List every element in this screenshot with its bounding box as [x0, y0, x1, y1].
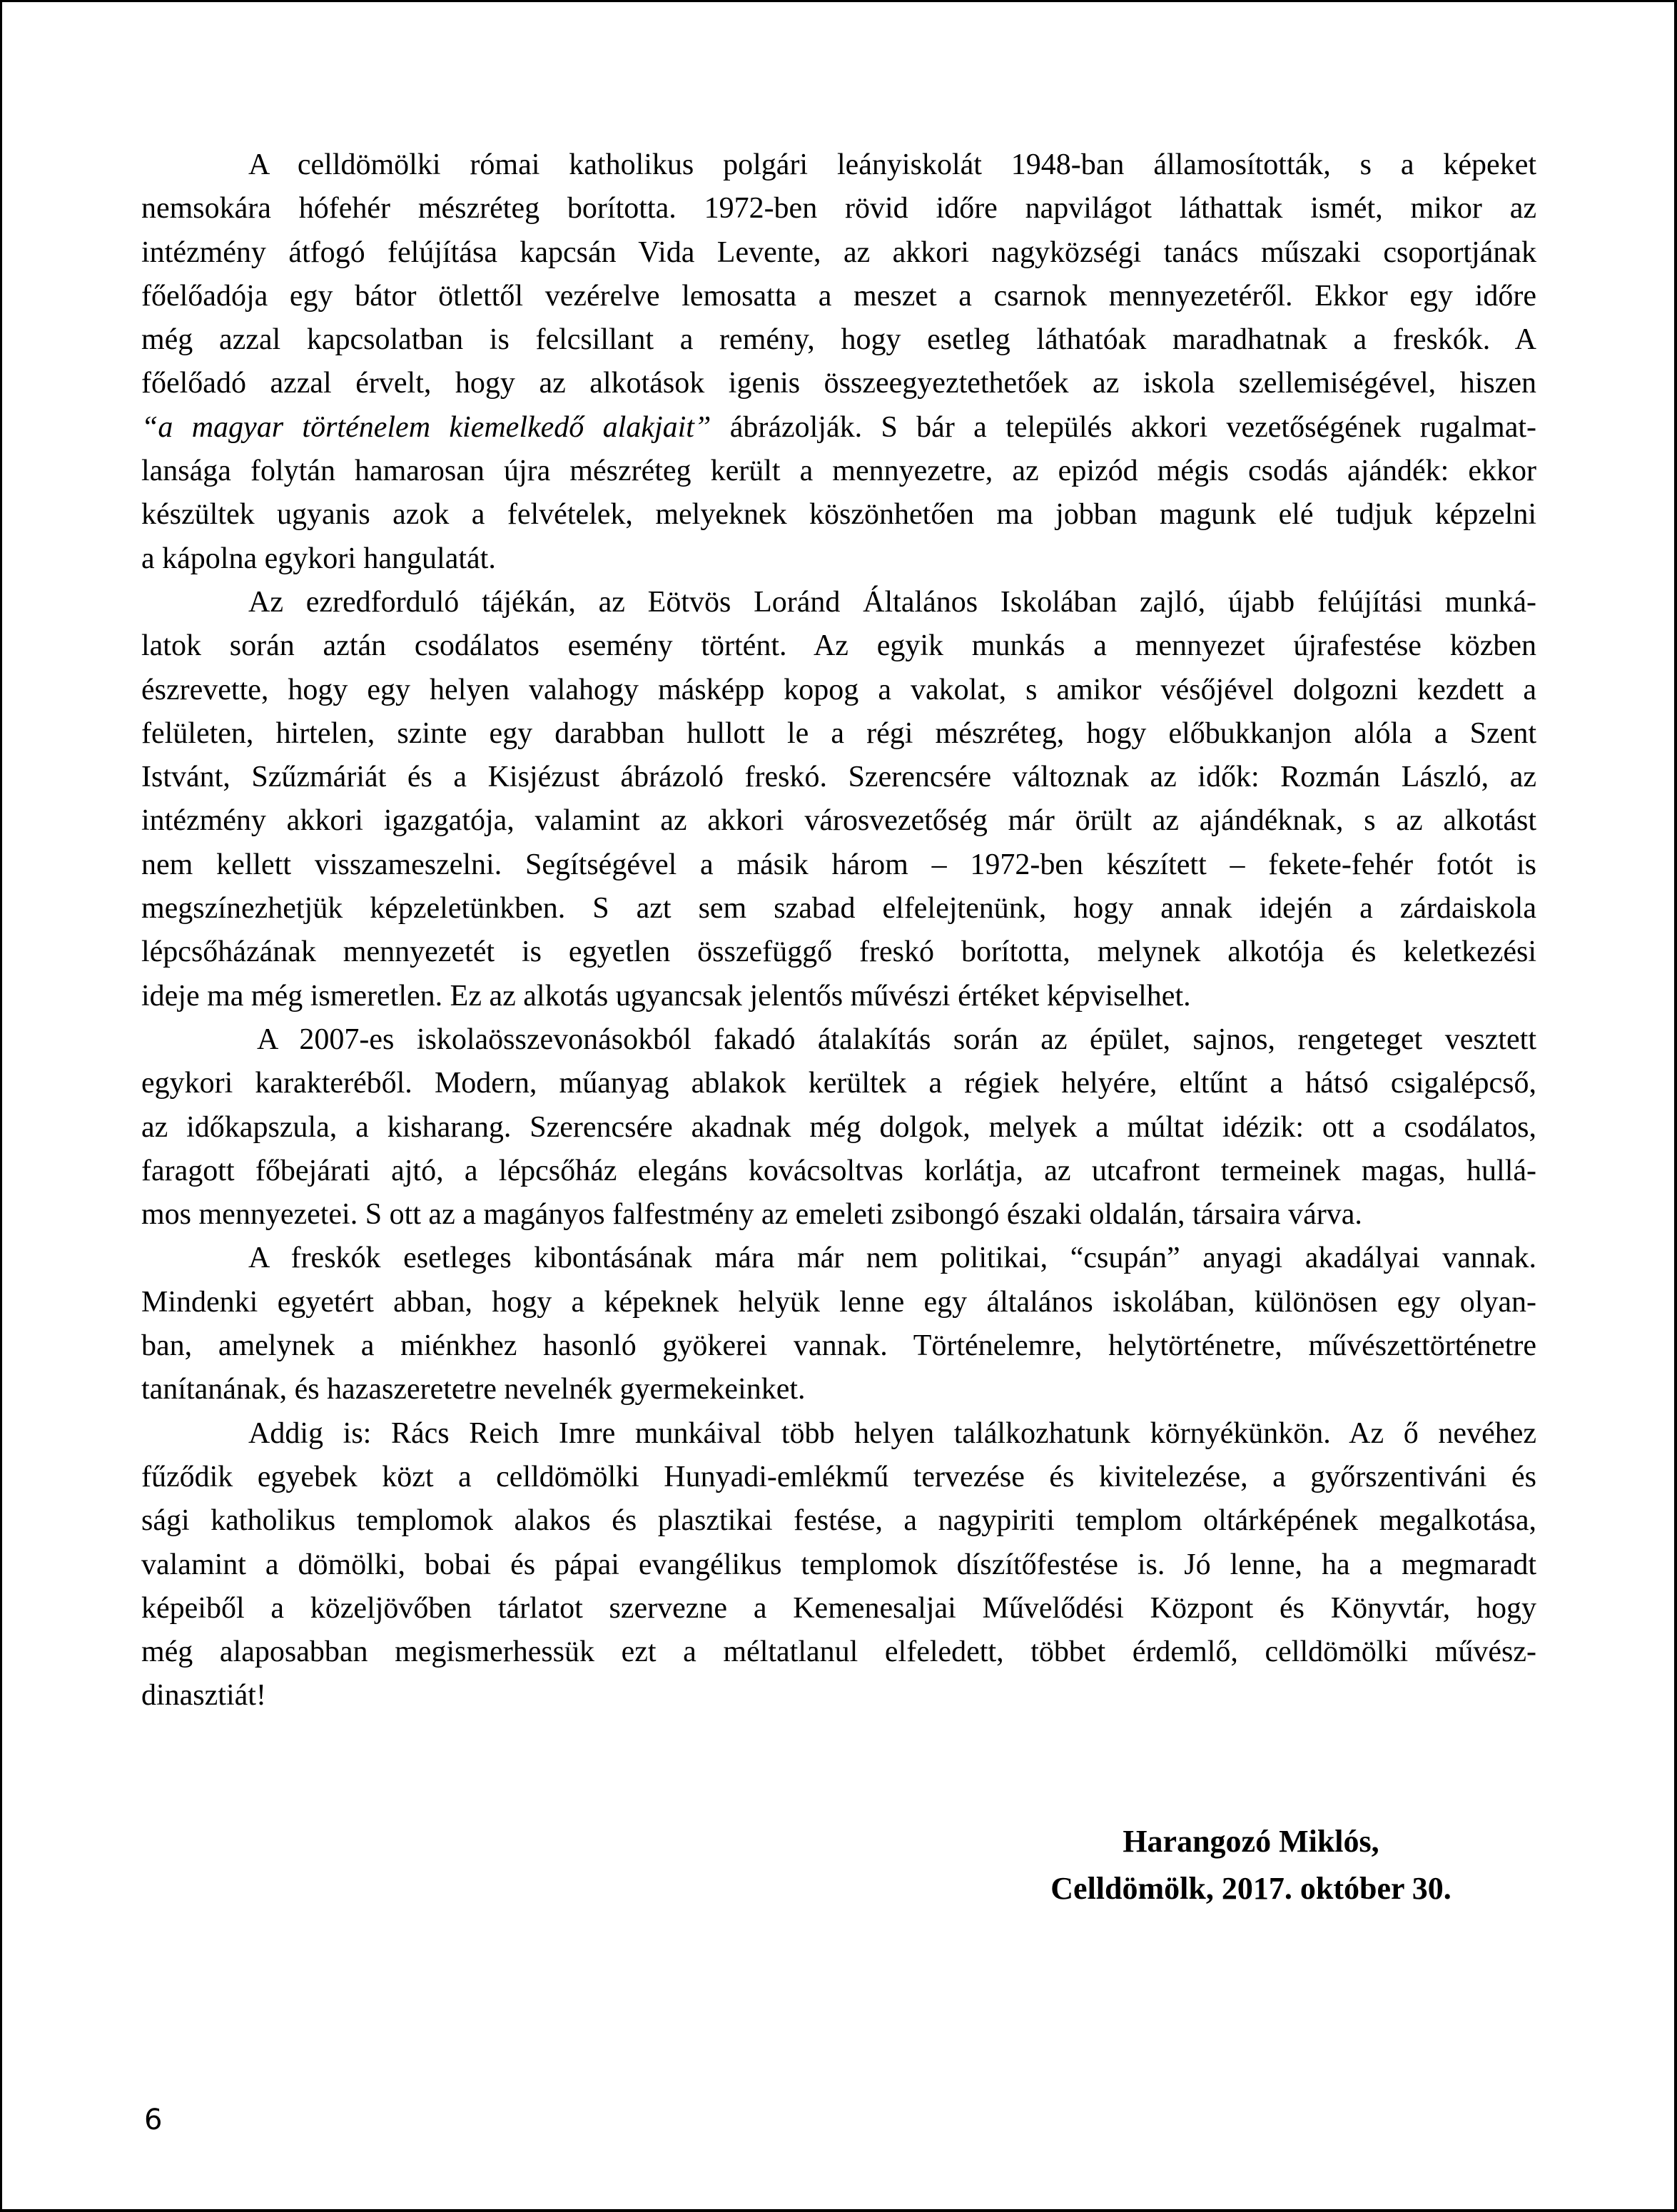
place-date: Celldömölk, 2017. október 30. — [1050, 1871, 1451, 1906]
text-line: a kápolna egykori hangulatát. — [141, 542, 496, 575]
text-line: főelőadója egy bátor ötlettől vezérelve lemosatta a meszet a csarnok mennyezetéről. Ekkor egy időre — [141, 279, 1536, 313]
text-line: intézmény akkori igazgatója, valamint az akkori városvezetőség már örült az ajándéknak, s az alkotást — [141, 804, 1536, 838]
text-line: ban, amelynek a miénkhez hasonló gyökerei vannak. Történelemre, helytörténetre, művészettörténetre — [141, 1329, 1536, 1363]
text-line: nemsokára hófehér mészréteg borította. 1972-ben rövid időre napvilágot láthattak ismét, mikor az — [141, 192, 1536, 225]
text-line: sági katholikus templomok alakos és plasztikai festése, a nagypiriti templom oltárképének megalkotása, — [141, 1504, 1536, 1538]
text-line: A 2007-es iskolaösszevonásokból fakadó átalakítás során az épület, sajnos, rengeteget vesztett — [257, 1023, 1536, 1056]
article-body — [141, 143, 1536, 1718]
text-line: latok során aztán csodálatos esemény történt. Az egyik munkás a mennyezet újrafestése közben — [141, 629, 1536, 663]
text-line: az időkapszula, a kisharang. Szerencsére akadnak még dolgok, melyek a múltat idézik: ott a csodálatos, — [141, 1110, 1536, 1144]
text-line: Mindenki egyetért abban, hogy a képeknek helyük lenne egy általános iskolában, különösen egy olyan- — [141, 1285, 1536, 1319]
text-line: felületen, hirtelen, szinte egy darabban hullott le a régi mészréteg, hogy előbukkanjon alóla a Szent — [141, 716, 1536, 750]
text-line: észrevette, hogy egy helyen valahogy másképp kopog a vakolat, s amikor vésőjével dolgozni kezdett a — [141, 673, 1536, 706]
text-line: A freskók esetleges kibontásának mára már nem politikai, “csupán” anyagi akadályai vannak. — [248, 1242, 1536, 1275]
text-line: egykori karakteréből. Modern, műanyag ablakok kerültek a régiek helyére, eltűnt a hátsó csigalépcső, — [141, 1067, 1536, 1100]
paragraph-2 — [141, 581, 1536, 1018]
paragraph-3 — [141, 1018, 1536, 1237]
text-line: nem kellett visszameszelni. Segítségével a másik három – 1972-ben készített – fekete-fehér fotót is — [141, 848, 1536, 881]
text-line: mos mennyezetei. S ott az a magányos falfestmény az emeleti zsibongó északi oldalán, társaira várva. — [141, 1198, 1362, 1232]
text-line: Istvánt, Szűzmáriát és a Kisjézust ábrázoló freskó. Szerencsére változnak az idők: Rozmán László, az — [141, 761, 1536, 794]
paragraph-4 — [141, 1237, 1536, 1411]
text-line: még azzal kapcsolatban is felcsillant a remény, hogy esetleg láthatóak maradhatnak a freskók. A — [141, 323, 1536, 357]
text-line: készültek ugyanis azok a felvételek, melyeknek köszönhetően ma jobban magunk elé tudjuk képzelni — [141, 498, 1536, 532]
page-number: 6 — [144, 2104, 163, 2136]
text-line: Addig is: Rács Reich Imre munkáival több helyen találkozhatunk környékünkön. Az ő nevéhez — [248, 1416, 1536, 1450]
signature-block — [1015, 1818, 1486, 1912]
paragraph-1 — [141, 143, 1536, 581]
text-line: intézmény átfogó felújítása kapcsán Vida Levente, az akkori nagyközségi tanács műszaki csoportjának — [141, 235, 1536, 269]
text-line: fűződik egyebek közt a celldömölki Hunyadi-emlékmű tervezése és kivitelezése, a győrszentiváni és — [141, 1460, 1536, 1493]
text-line: még alaposabban megismerhessük ezt a méltatlanul elfeledett, többet érdemlő, celldömölki művész- — [141, 1635, 1536, 1669]
text-line: ideje ma még ismeretlen. Ez az alkotás ugyancsak jelentős művészi értéket képviselhet. — [141, 979, 1191, 1013]
text-line: A celldömölki római katholikus polgári leányiskolát 1948-ban államosították, s a képeket — [248, 148, 1536, 181]
text-line: lépcsőházának mennyezetét is egyetlen összefüggő freskó borította, melynek alkotója és keletkezési — [141, 935, 1536, 969]
text-line: tanítanának, és hazaszeretetre nevelnék gyermekeinket. — [141, 1373, 806, 1406]
text-line: faragott főbejárati ajtó, a lépcsőház elegáns kovácsoltvas korlátja, az utcafront termeinek magas, hullá- — [141, 1154, 1536, 1187]
text-line: dinasztiát! — [141, 1679, 266, 1713]
text-line: főelőadó azzal érvelt, hogy az alkotások igenis összeegyeztethetőek az iskola szellemiségével, hiszen — [141, 367, 1536, 400]
paragraph-5 — [141, 1412, 1536, 1718]
text-line: képeiből a közeljövőben tárlatot szervezne a Kemenesaljai Művelődési Központ és Könyvtár, hogy — [141, 1591, 1536, 1625]
text-line-with-quote — [141, 406, 1536, 450]
text-line: megszínezhetjük képzeletünkben. S azt sem szabad elfelejtenünk, hogy annak idején a zárdaiskola — [141, 892, 1536, 925]
italic-quote: “a magyar történelem kiemelkedő alakjait” — [141, 410, 711, 444]
text-line: valamint a dömölki, bobai és pápai evangélikus templomok díszítőfestése is. Jó lenne, ha a megmaradt — [141, 1548, 1536, 1581]
author-name: Harangozó Miklós, — [1123, 1824, 1379, 1859]
quote-line-rest: ábrázolják. S bár a település akkori vezetőségének rugalmat- — [711, 410, 1536, 444]
text-line: lansága folytán hamarosan újra mészréteg került a mennyezetre, az epizód mégis csodás ajándék: ekkor — [141, 455, 1536, 488]
text-line: Az ezredforduló tájékán, az Eötvös Loránd Általános Iskolában zajló, újabb felújítási munká- — [248, 585, 1536, 619]
